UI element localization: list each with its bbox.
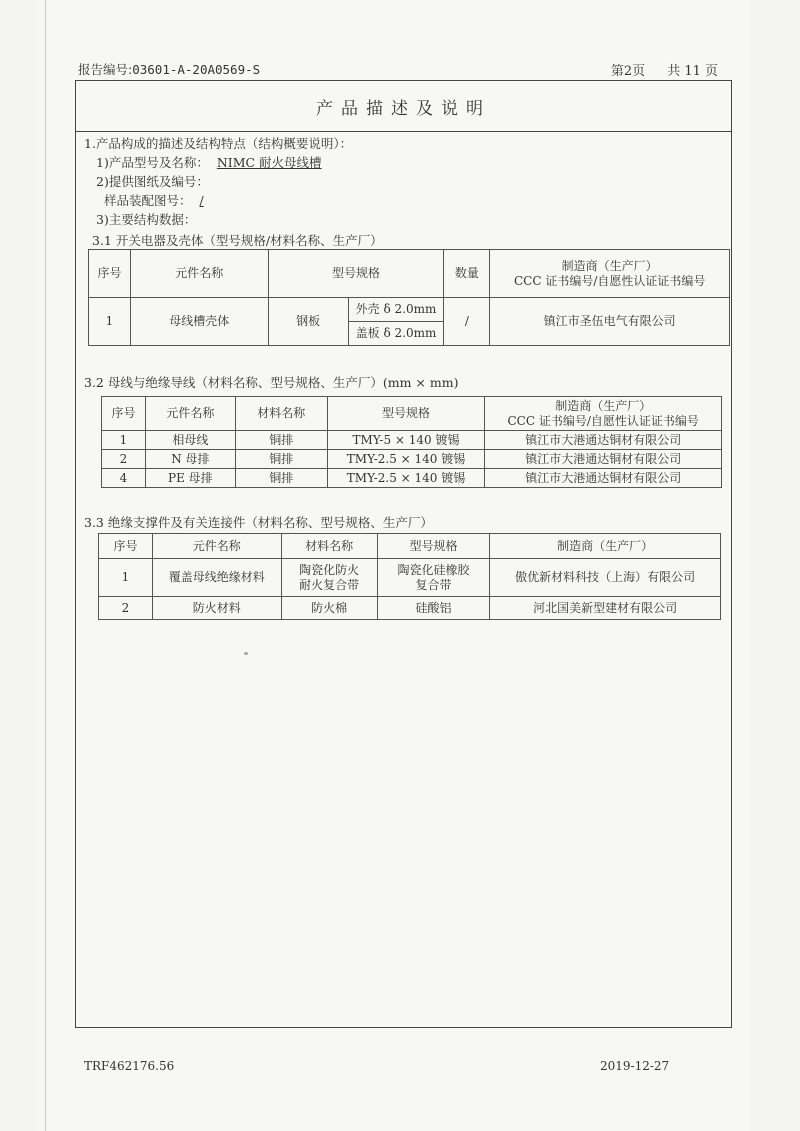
col-component: 元件名称 bbox=[152, 534, 281, 559]
cell-maker: 傲优新材料科技（上海）有限公司 bbox=[490, 559, 721, 597]
cell-no: 1 bbox=[99, 559, 153, 597]
cell-spec: TMY-5 × 140 镀锡 bbox=[327, 431, 485, 450]
footer-date: 2019-12-27 bbox=[600, 1059, 670, 1073]
cell-no: 4 bbox=[102, 469, 146, 488]
structure-data-line: 3)主要结构数据： bbox=[96, 212, 197, 227]
busbar-table bbox=[101, 396, 722, 488]
page-title: 产品描述及说明 bbox=[76, 81, 731, 132]
col-spec: 型号规格 bbox=[268, 250, 444, 298]
cell-qty: / bbox=[444, 298, 490, 346]
col-qty: 数量 bbox=[444, 250, 490, 298]
scan-speck bbox=[244, 652, 248, 655]
cell-maker: 河北国美新型建材有限公司 bbox=[490, 597, 721, 620]
col-maker bbox=[490, 250, 730, 298]
cell-no: 2 bbox=[99, 597, 153, 620]
cell-component: PE 母排 bbox=[145, 469, 235, 488]
cell-no: 1 bbox=[102, 431, 146, 450]
cell-material: 铜排 bbox=[235, 431, 327, 450]
cell-spec: 硅酸铝 bbox=[377, 597, 490, 620]
cell-maker: 镇江市圣伍电气有限公司 bbox=[490, 298, 730, 346]
report-number-value: 03601-A-20A0569-S bbox=[132, 62, 261, 77]
col-component: 元件名称 bbox=[130, 250, 268, 298]
cell-spec bbox=[377, 559, 490, 597]
product-model-line bbox=[96, 153, 330, 171]
page-edge-line bbox=[45, 0, 46, 1131]
insulation-table bbox=[98, 533, 721, 620]
cell-spec-line1: 陶瓷化硅橡胶 bbox=[397, 562, 470, 577]
cell-spec-line2: 复合带 bbox=[415, 577, 452, 592]
col-no: 序号 bbox=[99, 534, 153, 559]
col-spec: 型号规格 bbox=[327, 397, 485, 431]
switchgear-table bbox=[88, 249, 730, 346]
cell-component: 相母线 bbox=[145, 431, 235, 450]
table-row bbox=[89, 298, 730, 322]
cell-material: 防火棉 bbox=[281, 597, 377, 620]
cell-material: 钢板 bbox=[268, 298, 348, 346]
product-model-label: 1)产品型号及名称： bbox=[96, 155, 209, 170]
table-header-row bbox=[102, 397, 722, 431]
table-row bbox=[99, 559, 721, 597]
col-component: 元件名称 bbox=[145, 397, 235, 431]
col-maker: 制造商（生产厂） bbox=[490, 534, 721, 559]
cell-material bbox=[281, 559, 377, 597]
cell-material-line1: 陶瓷化防火 bbox=[299, 562, 360, 577]
intro-heading: 1.产品构成的描述及结构特点（结构概要说明）： bbox=[84, 136, 353, 151]
footer-code: TRF462176.56 bbox=[84, 1059, 175, 1073]
col-maker bbox=[485, 397, 722, 431]
col-material: 材料名称 bbox=[235, 397, 327, 431]
cell-spec: TMY-2.5 × 140 镀锡 bbox=[327, 469, 485, 488]
cell-component: N 母排 bbox=[145, 450, 235, 469]
table-header-row bbox=[99, 534, 721, 559]
drawings-line: 2)提供图纸及编号： bbox=[96, 174, 209, 189]
col-maker-line2: CCC 证书编号/自愿性认证证书编号 bbox=[513, 273, 706, 288]
page-indicator bbox=[589, 60, 718, 79]
page-header bbox=[78, 60, 718, 80]
report-number-label: 报告编号: bbox=[78, 62, 133, 77]
col-no: 序号 bbox=[102, 397, 146, 431]
cell-maker: 镇江市大港通达铜材有限公司 bbox=[485, 469, 722, 488]
product-model-value: NIMC 耐火母线槽 bbox=[216, 155, 322, 170]
cell-material: 铜排 bbox=[235, 469, 327, 488]
cell-material-line2: 耐火复合带 bbox=[299, 577, 360, 592]
cell-no: 2 bbox=[102, 450, 146, 469]
page-total: 共 11 页 bbox=[667, 64, 718, 79]
cell-component: 母线槽壳体 bbox=[130, 298, 268, 346]
col-maker-line1: 制造商（生产厂） bbox=[561, 258, 658, 273]
cell-maker: 镇江市大港通达铜材有限公司 bbox=[485, 431, 722, 450]
assembly-drawing-label: 样品装配图号： bbox=[104, 193, 192, 208]
section-3-heading: 3.3 绝缘支撑件及有关连接件（材料名称、型号规格、生产厂） bbox=[84, 515, 433, 530]
col-maker-line2: CCC 证书编号/自愿性认证证书编号 bbox=[507, 413, 699, 428]
table-row bbox=[99, 597, 721, 620]
cell-component: 覆盖母线绝缘材料 bbox=[152, 559, 281, 597]
col-material: 材料名称 bbox=[281, 534, 377, 559]
section-2-heading: 3.2 母线与绝缘导线（材料名称、型号规格、生产厂）(mm × mm) bbox=[84, 375, 459, 390]
col-no: 序号 bbox=[89, 250, 131, 298]
table-header-row bbox=[89, 250, 730, 298]
cell-component: 防火材料 bbox=[152, 597, 281, 620]
col-spec: 型号规格 bbox=[377, 534, 490, 559]
col-maker-line1: 制造商（生产厂） bbox=[555, 398, 652, 413]
cell-material: 铜排 bbox=[235, 450, 327, 469]
section-1-heading: 3.1 开关电器及壳体（型号规格/材料名称、生产厂） bbox=[92, 233, 383, 248]
assembly-drawing-value: / bbox=[199, 193, 204, 208]
assembly-drawing-line bbox=[104, 191, 212, 209]
cell-maker: 镇江市大港通达铜材有限公司 bbox=[485, 450, 722, 469]
report-number bbox=[78, 60, 260, 78]
table-row bbox=[102, 450, 722, 469]
table-row bbox=[102, 431, 722, 450]
table-row bbox=[102, 469, 722, 488]
cell-spec-shell: 外壳 δ 2.0mm bbox=[348, 298, 444, 322]
cell-no: 1 bbox=[89, 298, 131, 346]
cell-spec: TMY-2.5 × 140 镀锡 bbox=[327, 450, 485, 469]
cell-spec-cover: 盖板 δ 2.0mm bbox=[348, 322, 444, 346]
page-number: 第2页 bbox=[610, 64, 646, 79]
